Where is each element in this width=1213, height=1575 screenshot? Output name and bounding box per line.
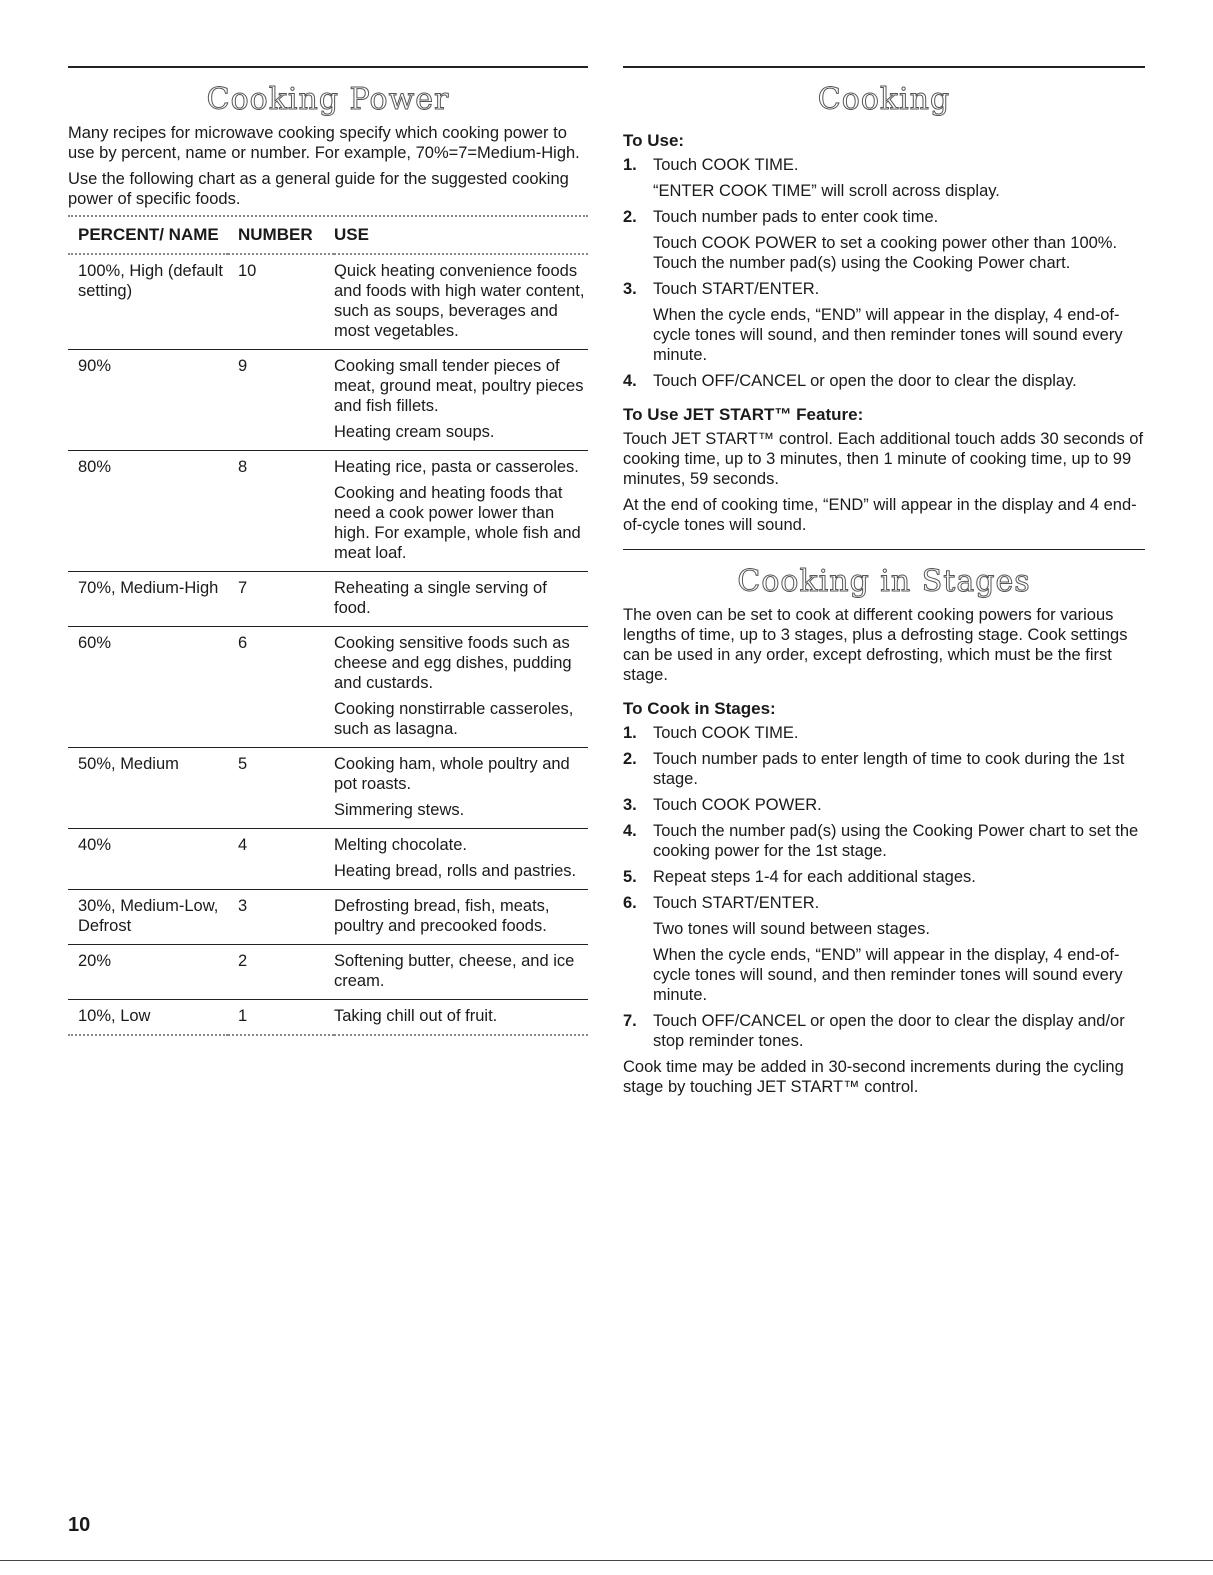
table-row: [68, 829, 588, 890]
use-line: Quick heating convenience foods and foods with high water content, such as soups, beverages and most vegetables.: [334, 262, 585, 340]
table-row: [68, 945, 588, 1000]
section-title-cooking: Cooking: [817, 82, 951, 117]
jet-start-heading: To Use JET START™ Feature:: [623, 405, 864, 424]
bottom-rule: [0, 1560, 1213, 1561]
step-note: “ENTER COOK TIME” will scroll across display.: [653, 182, 1000, 200]
table-row: [68, 627, 588, 748]
step-item: [623, 867, 1145, 887]
stages-intro: The oven can be set to cook at different cooking powers for various lengths of time, up to 3 stages, plus a defrosting stage. Cook settings can be used in any order, except defrosting, which must be the first stage.: [623, 606, 1128, 684]
section-divider: [623, 549, 1145, 550]
step-text: Touch COOK TIME.: [653, 156, 799, 174]
section-title-cooking-in-stages: Cooking in Stages: [737, 564, 1031, 599]
use-line: Heating rice, pasta or casseroles.: [334, 458, 579, 476]
number-cell: 10: [238, 262, 257, 280]
step-number: 5.: [623, 868, 637, 886]
percent-name-cell: 100%, High (default setting): [78, 262, 223, 300]
table-row: [68, 350, 588, 451]
step-number: 3.: [623, 280, 637, 298]
step-item: [623, 795, 1145, 815]
use-line: Heating bread, rolls and pastries.: [334, 862, 577, 880]
step-number: 2.: [623, 750, 637, 768]
use-line: Reheating a single serving of food.: [334, 579, 547, 617]
step-item: [623, 279, 1145, 365]
header-number: NUMBER: [238, 225, 313, 244]
page-number: 10: [68, 1514, 91, 1536]
table-row: [68, 890, 588, 945]
use-line: Defrosting bread, fish, meats, poultry and precooked foods.: [334, 897, 550, 935]
step-number: 1.: [623, 156, 637, 174]
use-line: Cooking ham, whole poultry and pot roasts.: [334, 755, 570, 793]
use-line: Softening butter, cheese, and ice cream.: [334, 952, 575, 990]
use-cell: [334, 451, 588, 572]
header-percent-name: PERCENT/ NAME: [78, 225, 219, 244]
percent-name-cell: 50%, Medium: [78, 755, 179, 773]
step-text: Touch COOK POWER.: [653, 796, 822, 814]
use-line: Cooking nonstirrable casseroles, such as lasagna.: [334, 700, 574, 738]
cooking-power-table: [68, 217, 588, 1036]
percent-name-cell: 10%, Low: [78, 1007, 151, 1025]
header-use: USE: [334, 225, 369, 244]
percent-name-cell: 90%: [78, 357, 112, 375]
jet-start-paragraph: Touch JET START™ control. Each additional touch adds 30 seconds of cooking time, up to 3 minutes, then 1 minute of cooking time, up to 99 minutes, 59 seconds.: [623, 430, 1144, 488]
use-line: Heating cream soups.: [334, 423, 495, 441]
use-line: Cooking and heating foods that need a cook power lower than high. For example, whole fish and meat loaf.: [334, 484, 581, 562]
use-cell: [334, 1000, 588, 1036]
top-rule-right: [623, 66, 1145, 68]
table-row: [68, 748, 588, 829]
intro-paragraph-2: Use the following chart as a general guide for the suggested cooking power of specific foods.: [68, 170, 569, 208]
step-text: Touch number pads to enter cook time.: [653, 208, 939, 226]
step-note: When the cycle ends, “END” will appear in the display, 4 end-of-cycle tones will sound, and then reminder tones will sound every minute.: [653, 946, 1123, 1004]
left-column: [68, 66, 588, 1036]
step-text: Touch OFF/CANCEL or open the door to clear the display and/or stop reminder tones.: [653, 1012, 1125, 1050]
number-cell: 5: [238, 755, 248, 773]
step-text: Touch the number pad(s) using the Cooking Power chart to set the cooking power for the 1st stage.: [653, 822, 1139, 860]
step-item: [623, 207, 1145, 273]
step-text: Repeat steps 1-4 for each additional stages.: [653, 868, 976, 886]
percent-name-cell: 20%: [78, 952, 112, 970]
percent-name-cell: 70%, Medium-High: [78, 579, 219, 597]
step-number: 4.: [623, 822, 637, 840]
step-note: Two tones will sound between stages.: [653, 920, 930, 938]
step-number: 1.: [623, 724, 637, 742]
step-text: Touch COOK TIME.: [653, 724, 799, 742]
stages-footer: Cook time may be added in 30-second increments during the cycling stage by touching JET START™ control.: [623, 1058, 1124, 1096]
step-number: 3.: [623, 796, 637, 814]
use-cell: [334, 945, 588, 1000]
percent-name-cell: 40%: [78, 836, 112, 854]
step-text: Touch START/ENTER.: [653, 894, 820, 912]
use-line: Simmering stews.: [334, 801, 465, 819]
use-line: Melting chocolate.: [334, 836, 467, 854]
cook-in-stages-steps: [623, 723, 1145, 1051]
top-rule: [68, 66, 588, 68]
step-item: [623, 893, 1145, 1005]
table-row: [68, 572, 588, 627]
step-item: [623, 821, 1145, 861]
number-cell: 9: [238, 357, 248, 375]
cook-in-stages-heading: To Cook in Stages:: [623, 699, 776, 718]
percent-name-cell: 60%: [78, 634, 112, 652]
table-row: [68, 451, 588, 572]
step-text: Touch OFF/CANCEL or open the door to clear the display.: [653, 372, 1077, 390]
use-cell: [334, 572, 588, 627]
number-cell: 4: [238, 836, 248, 854]
number-cell: 8: [238, 458, 248, 476]
percent-name-cell: 30%, Medium-Low, Defrost: [78, 897, 219, 935]
use-cell: [334, 890, 588, 945]
step-note: Touch COOK POWER to set a cooking power other than 100%. Touch the number pad(s) using the Cooking Power chart.: [653, 234, 1118, 272]
table-row: [68, 254, 588, 350]
step-item: [623, 723, 1145, 743]
step-number: 6.: [623, 894, 637, 912]
use-line: Cooking sensitive foods such as cheese and egg dishes, pudding and custards.: [334, 634, 572, 692]
percent-name-cell: 80%: [78, 458, 112, 476]
use-line: Taking chill out of fruit.: [334, 1007, 498, 1025]
step-item: [623, 1011, 1145, 1051]
number-cell: 6: [238, 634, 248, 652]
right-column: [623, 66, 1145, 1103]
table-row: [68, 1000, 588, 1036]
number-cell: 2: [238, 952, 248, 970]
use-cell: [334, 829, 588, 890]
number-cell: 7: [238, 579, 248, 597]
step-item: [623, 371, 1145, 391]
step-text: Touch START/ENTER.: [653, 280, 820, 298]
section-title-cooking-power: Cooking Power: [206, 82, 450, 117]
step-item: [623, 749, 1145, 789]
step-number: 2.: [623, 208, 637, 226]
number-cell: 3: [238, 897, 248, 915]
step-text: Touch number pads to enter length of time to cook during the 1st stage.: [653, 750, 1125, 788]
step-note: When the cycle ends, “END” will appear in the display, 4 end-of-cycle tones will sound, and then reminder tones will sound every minute.: [653, 306, 1123, 364]
intro-paragraph: Many recipes for microwave cooking specify which cooking power to use by percent, name or number. For example, 70%=7=Medium-High.: [68, 124, 580, 162]
use-cell: [334, 350, 588, 451]
step-number: 4.: [623, 372, 637, 390]
number-cell: 1: [238, 1007, 248, 1025]
jet-start-paragraph-2: At the end of cooking time, “END” will appear in the display and 4 end-of-cycle tones will sound.: [623, 496, 1137, 534]
step-number: 7.: [623, 1012, 637, 1030]
use-cell: [334, 748, 588, 829]
use-line: Cooking small tender pieces of meat, ground meat, poultry pieces and fish fillets.: [334, 357, 584, 415]
step-item: [623, 155, 1145, 201]
to-use-heading: To Use:: [623, 131, 685, 150]
to-use-steps: [623, 155, 1145, 391]
use-cell: [334, 627, 588, 748]
use-cell: [334, 254, 588, 350]
